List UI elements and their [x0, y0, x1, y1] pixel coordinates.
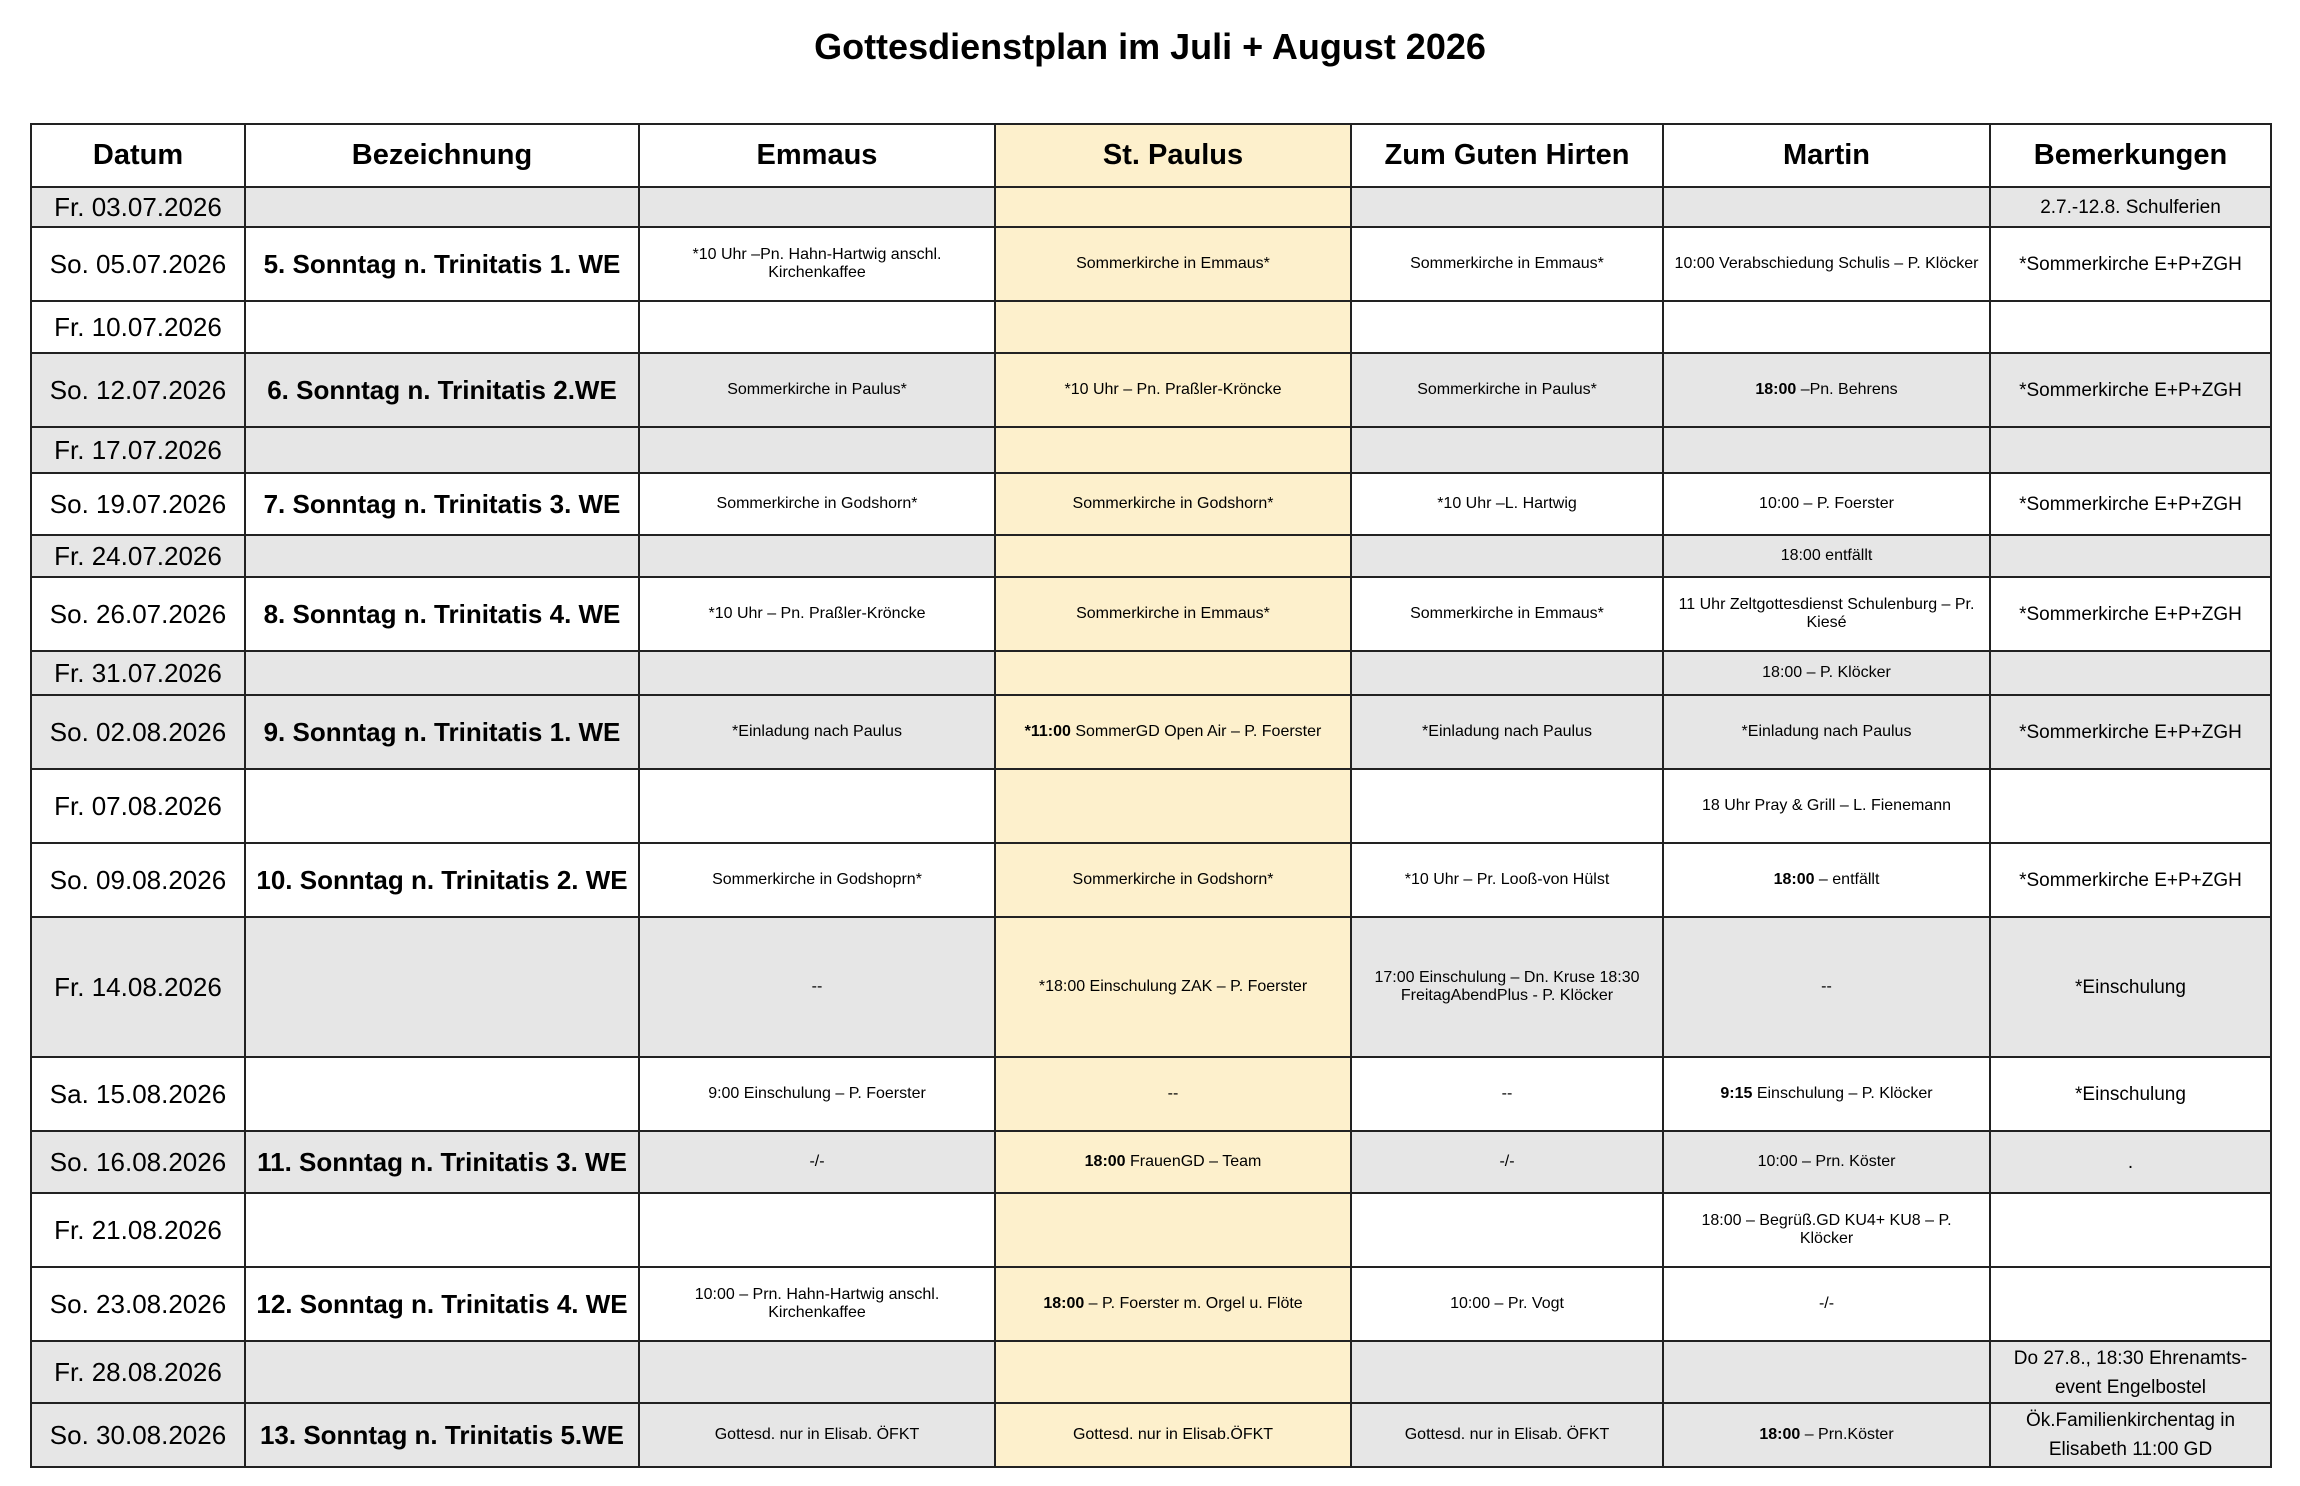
cell-martin [1663, 577, 1990, 651]
cell-zum-guten-hirten [1351, 917, 1663, 1057]
cell-bezeichnung [245, 917, 639, 1057]
cell-date [31, 353, 245, 427]
cell-zum-guten-hirten [1351, 695, 1663, 769]
cell-text: Fr. 21.08.2026 [54, 1214, 222, 1245]
cell-emmaus [639, 769, 995, 843]
cell-bezeichnung [245, 1403, 639, 1467]
cell-bemerkungen [1990, 473, 2271, 535]
cell-emmaus [639, 577, 995, 651]
cell-emmaus [639, 1267, 995, 1341]
cell-date [31, 301, 245, 353]
cell-text: -/- [809, 1153, 825, 1170]
cell-text: 18:00 – Begrüß.GD KU4+ KU8 – P. Klöcker [1701, 1212, 1952, 1247]
cell-text: Sommerkirche in Emmaus* [1076, 605, 1270, 622]
table-row [31, 843, 2271, 917]
cell-text: So. 02.08.2026 [49, 716, 227, 747]
cell-text: Sommerkirche in Paulus* [1417, 381, 1597, 398]
cell-text: *Sommerkirche E+P+ZGH [2019, 493, 2242, 515]
cell-st-paulus [995, 427, 1351, 473]
cell-emmaus [639, 1193, 995, 1267]
cell-text: -- [811, 978, 823, 995]
cell-text: 11 Uhr Zeltgottesdienst Schulenburg – Pr. Kiesé [1678, 596, 1975, 631]
cell-date [31, 695, 245, 769]
cell-emmaus [639, 1057, 995, 1131]
cell-text: *Einschulung [2075, 976, 2186, 998]
header-martin: Martin [1663, 124, 1990, 187]
cell-zum-guten-hirten [1351, 843, 1663, 917]
table-row [31, 1267, 2271, 1341]
cell-bezeichnung [245, 651, 639, 695]
cell-text: -- [1167, 1085, 1179, 1102]
cell-text: So. 09.08.2026 [49, 864, 227, 895]
table-row [31, 577, 2271, 651]
cell-bemerkungen [1990, 1193, 2271, 1267]
table-row [31, 1341, 2271, 1403]
cell-text: *Einladung nach Paulus [732, 723, 902, 740]
cell-martin [1663, 473, 1990, 535]
cell-martin [1663, 1057, 1990, 1131]
cell-bemerkungen [1990, 535, 2271, 577]
cell-text: Sommerkirche in Emmaus* [1410, 255, 1604, 272]
cell-text: 2.7.-12.8. Schulferien [2040, 196, 2221, 218]
table-row [31, 695, 2271, 769]
cell-text: So. 16.08.2026 [49, 1146, 227, 1177]
cell-text: *18:00 Einschulung ZAK – P. Foerster [1038, 978, 1308, 995]
cell-zum-guten-hirten [1351, 1341, 1663, 1403]
cell-text: – P. Foerster m. Orgel u. Flöte [1084, 1295, 1303, 1312]
bold-time: 9:15 [1720, 1085, 1753, 1102]
cell-st-paulus [995, 1267, 1351, 1341]
cell-date [31, 769, 245, 843]
cell-bezeichnung [245, 843, 639, 917]
table-row [31, 301, 2271, 353]
cell-st-paulus [995, 1193, 1351, 1267]
cell-bezeichnung [245, 577, 639, 651]
cell-text: So. 12.07.2026 [49, 374, 227, 405]
table-row [31, 473, 2271, 535]
cell-text: 10:00 Verabschiedung Schulis – P. Klöcker [1674, 255, 1979, 272]
cell-st-paulus [995, 769, 1351, 843]
cell-text: Gottesd. nur in Elisab. ÖFKT [1404, 1426, 1610, 1443]
cell-bemerkungen [1990, 1057, 2271, 1131]
cell-martin [1663, 1131, 1990, 1193]
cell-martin [1663, 1193, 1990, 1267]
cell-text: 9. Sonntag n. Trinitatis 1. WE [263, 716, 621, 747]
cell-text: So. 05.07.2026 [49, 248, 227, 279]
cell-zum-guten-hirten [1351, 1267, 1663, 1341]
cell-date [31, 427, 245, 473]
cell-text: FrauenGD – Team [1125, 1153, 1262, 1170]
table-row [31, 1057, 2271, 1131]
cell-zum-guten-hirten [1351, 1057, 1663, 1131]
cell-text: *10 Uhr – Pn. Praßler-Kröncke [1064, 381, 1282, 398]
cell-emmaus [639, 535, 995, 577]
table-row [31, 769, 2271, 843]
cell-zum-guten-hirten [1351, 227, 1663, 301]
cell-st-paulus [995, 353, 1351, 427]
cell-text: Fr. 07.08.2026 [54, 790, 222, 821]
cell-zum-guten-hirten [1351, 353, 1663, 427]
header-st-paulus: St. Paulus [995, 124, 1351, 187]
cell-text: *Sommerkirche E+P+ZGH [2019, 379, 2242, 401]
cell-st-paulus [995, 1341, 1351, 1403]
cell-date [31, 473, 245, 535]
cell-st-paulus [995, 1131, 1351, 1193]
cell-emmaus [639, 427, 995, 473]
cell-text: 10:00 – Prn. Hahn-Hartwig anschl. Kirchenkaffee [694, 1286, 940, 1321]
cell-martin [1663, 227, 1990, 301]
cell-text: Sommerkirche in Godshorn* [1072, 871, 1274, 888]
table-header-row [31, 124, 2271, 187]
cell-st-paulus [995, 577, 1351, 651]
cell-text: 18:00 – P. Klöcker [1762, 664, 1891, 681]
cell-text: Gottesd. nur in Elisab.ÖFKT [1072, 1426, 1274, 1443]
cell-bemerkungen [1990, 843, 2271, 917]
cell-text: Gottesd. nur in Elisab. ÖFKT [714, 1426, 920, 1443]
bold-time: *11:00 [1024, 723, 1071, 740]
cell-zum-guten-hirten [1351, 301, 1663, 353]
cell-text: 10:00 – Pr. Vogt [1450, 1295, 1564, 1312]
table-row [31, 187, 2271, 227]
cell-bemerkungen [1990, 577, 2271, 651]
cell-bezeichnung [245, 695, 639, 769]
cell-bemerkungen [1990, 769, 2271, 843]
cell-text: -- [1501, 1085, 1513, 1102]
cell-text: Sommerkirche in Emmaus* [1076, 255, 1270, 272]
cell-bemerkungen [1990, 227, 2271, 301]
cell-emmaus [639, 695, 995, 769]
cell-zum-guten-hirten [1351, 1131, 1663, 1193]
table-row [31, 917, 2271, 1057]
cell-bemerkungen [1990, 301, 2271, 353]
cell-text: 13. Sonntag n. Trinitatis 5.WE [259, 1419, 625, 1450]
cell-date [31, 1403, 245, 1467]
cell-bezeichnung [245, 353, 639, 427]
cell-st-paulus [995, 917, 1351, 1057]
cell-emmaus [639, 301, 995, 353]
page-title: Gottesdienstplan im Juli + August 2026 [814, 26, 1486, 67]
cell-text: So. 26.07.2026 [49, 598, 227, 629]
cell-martin [1663, 651, 1990, 695]
cell-zum-guten-hirten [1351, 577, 1663, 651]
cell-text: *Einladung nach Paulus [1422, 723, 1592, 740]
cell-martin [1663, 427, 1990, 473]
cell-emmaus [639, 187, 995, 227]
cell-emmaus [639, 1341, 995, 1403]
cell-bemerkungen [1990, 1341, 2271, 1403]
cell-text: Fr. 03.07.2026 [54, 191, 222, 222]
cell-date [31, 1131, 245, 1193]
table-row [31, 1403, 2271, 1467]
cell-bezeichnung [245, 1131, 639, 1193]
cell-date [31, 187, 245, 227]
cell-text: 9:00 Einschulung – P. Foerster [708, 1085, 926, 1102]
cell-martin [1663, 353, 1990, 427]
cell-text: So. 23.08.2026 [49, 1288, 227, 1319]
cell-text: Ök.Familienkirchentag in Elisabeth 11:00 GD [2025, 1410, 2236, 1460]
cell-bemerkungen [1990, 1267, 2271, 1341]
cell-bemerkungen [1990, 427, 2271, 473]
cell-bemerkungen [1990, 353, 2271, 427]
cell-st-paulus [995, 227, 1351, 301]
cell-bezeichnung [245, 535, 639, 577]
cell-text: *Sommerkirche E+P+ZGH [2019, 603, 2242, 625]
table-row [31, 1131, 2271, 1193]
cell-emmaus [639, 227, 995, 301]
bold-time: 18:00 [1773, 871, 1815, 888]
cell-text: Fr. 14.08.2026 [54, 971, 222, 1002]
cell-emmaus [639, 1403, 995, 1467]
cell-text: –Pn. Behrens [1796, 381, 1898, 398]
cell-text: *10 Uhr –Pn. Hahn-Hartwig anschl. Kirchenkaffee [692, 246, 942, 281]
cell-martin [1663, 1403, 1990, 1467]
cell-zum-guten-hirten [1351, 427, 1663, 473]
cell-bemerkungen [1990, 695, 2271, 769]
cell-date [31, 535, 245, 577]
cell-text: Fr. 31.07.2026 [54, 657, 222, 688]
cell-bemerkungen [1990, 917, 2271, 1057]
cell-martin [1663, 917, 1990, 1057]
cell-text: Sommerkirche in Godshorn* [1072, 495, 1274, 512]
cell-text: 8. Sonntag n. Trinitatis 4. WE [263, 598, 621, 629]
table-row [31, 353, 2271, 427]
table-row [31, 535, 2271, 577]
cell-text: Einschulung – P. Klöcker [1752, 1085, 1933, 1102]
cell-text: . [2127, 1151, 2134, 1173]
cell-zum-guten-hirten [1351, 769, 1663, 843]
cell-emmaus [639, 473, 995, 535]
cell-zum-guten-hirten [1351, 535, 1663, 577]
cell-martin [1663, 301, 1990, 353]
cell-zum-guten-hirten [1351, 473, 1663, 535]
cell-bezeichnung [245, 1193, 639, 1267]
table-row [31, 227, 2271, 301]
cell-text: -- [1821, 978, 1832, 995]
cell-text: Fr. 24.07.2026 [54, 540, 222, 571]
bold-time: 18:00 [1043, 1295, 1085, 1312]
cell-text: Do 27.8., 18:30 Ehrenamts-event Engelbostel [2013, 1348, 2248, 1398]
cell-bezeichnung [245, 1267, 639, 1341]
cell-text: *Sommerkirche E+P+ZGH [2019, 253, 2242, 275]
cell-text: 12. Sonntag n. Trinitatis 4. WE [256, 1288, 628, 1319]
cell-text: Sommerkirche in Godshoprn* [712, 871, 922, 888]
cell-text: *Sommerkirche E+P+ZGH [2019, 721, 2242, 743]
cell-bezeichnung [245, 187, 639, 227]
bold-time: 18:00 [1084, 1153, 1126, 1170]
cell-emmaus [639, 1131, 995, 1193]
cell-text: SommerGD Open Air – P. Foerster [1070, 723, 1322, 740]
cell-bezeichnung [245, 301, 639, 353]
cell-martin [1663, 535, 1990, 577]
cell-st-paulus [995, 187, 1351, 227]
table-row [31, 651, 2271, 695]
cell-st-paulus [995, 651, 1351, 695]
cell-text: So. 30.08.2026 [49, 1419, 227, 1450]
cell-text: 18 Uhr Pray & Grill – L. Fienemann [1702, 797, 1951, 814]
cell-st-paulus [995, 695, 1351, 769]
bold-time: 18:00 [1755, 381, 1797, 398]
cell-text: Sommerkirche in Emmaus* [1410, 605, 1604, 622]
cell-bezeichnung [245, 473, 639, 535]
cell-date [31, 843, 245, 917]
cell-text: *10 Uhr – Pn. Praßler-Kröncke [708, 605, 926, 622]
cell-text: Fr. 10.07.2026 [54, 311, 222, 342]
cell-emmaus [639, 843, 995, 917]
cell-text: *Einladung nach Paulus [1741, 723, 1912, 740]
cell-text: Sa. 15.08.2026 [49, 1078, 227, 1109]
cell-bezeichnung [245, 1341, 639, 1403]
table-row [31, 427, 2271, 473]
cell-text: *Sommerkirche E+P+ZGH [2019, 869, 2242, 891]
cell-st-paulus [995, 843, 1351, 917]
cell-text: *Einschulung [2075, 1083, 2186, 1105]
header-zum-guten-hirten: Zum Guten Hirten [1351, 124, 1663, 187]
cell-st-paulus [995, 473, 1351, 535]
header-bemerkungen: Bemerkungen [1990, 124, 2271, 187]
cell-martin [1663, 1341, 1990, 1403]
cell-emmaus [639, 917, 995, 1057]
cell-date [31, 227, 245, 301]
cell-text: 10. Sonntag n. Trinitatis 2. WE [256, 864, 628, 895]
cell-date [31, 577, 245, 651]
cell-st-paulus [995, 1403, 1351, 1467]
cell-text: – Prn.Köster [1800, 1426, 1894, 1443]
cell-text: *10 Uhr –L. Hartwig [1437, 495, 1577, 512]
cell-date [31, 917, 245, 1057]
bold-time: 18:00 [1759, 1426, 1801, 1443]
service-schedule-table [30, 123, 2272, 1468]
cell-text: -/- [1499, 1153, 1515, 1170]
cell-date [31, 1057, 245, 1131]
cell-text: – entfällt [1814, 871, 1880, 888]
cell-bemerkungen [1990, 1131, 2271, 1193]
cell-st-paulus [995, 535, 1351, 577]
cell-bezeichnung [245, 427, 639, 473]
cell-martin [1663, 187, 1990, 227]
cell-text: 18:00 entfällt [1780, 547, 1873, 564]
cell-text: 17:00 Einschulung – Dn. Kruse 18:30 FreitagAbendPlus - P. Klöcker [1374, 969, 1640, 1004]
cell-zum-guten-hirten [1351, 651, 1663, 695]
cell-martin [1663, 1267, 1990, 1341]
header-datum: Datum [31, 124, 245, 187]
cell-text: Sommerkirche in Godshorn* [716, 495, 918, 512]
cell-text: Fr. 17.07.2026 [54, 434, 222, 465]
cell-date [31, 1267, 245, 1341]
cell-text: 11. Sonntag n. Trinitatis 3. WE [257, 1146, 627, 1177]
header-emmaus: Emmaus [639, 124, 995, 187]
cell-text: So. 19.07.2026 [49, 488, 227, 519]
cell-st-paulus [995, 1057, 1351, 1131]
header-bezeichnung: Bezeichnung [245, 124, 639, 187]
cell-bemerkungen [1990, 1403, 2271, 1467]
cell-bezeichnung [245, 1057, 639, 1131]
cell-bemerkungen [1990, 651, 2271, 695]
cell-text: -/- [1818, 1295, 1835, 1312]
cell-text: Fr. 28.08.2026 [54, 1356, 222, 1387]
cell-date [31, 651, 245, 695]
cell-zum-guten-hirten [1351, 1403, 1663, 1467]
cell-st-paulus [995, 301, 1351, 353]
cell-text: 10:00 – P. Foerster [1759, 495, 1894, 512]
cell-text: 10:00 – Prn. Köster [1757, 1153, 1896, 1170]
cell-martin [1663, 843, 1990, 917]
cell-bezeichnung [245, 769, 639, 843]
cell-text: 5. Sonntag n. Trinitatis 1. WE [263, 248, 621, 279]
cell-bemerkungen [1990, 187, 2271, 227]
cell-text: 6. Sonntag n. Trinitatis 2.WE [267, 374, 617, 405]
cell-text: *10 Uhr – Pr. Looß-von Hülst [1404, 871, 1610, 888]
cell-martin [1663, 695, 1990, 769]
cell-emmaus [639, 353, 995, 427]
cell-emmaus [639, 651, 995, 695]
table-row [31, 1193, 2271, 1267]
cell-text: 7. Sonntag n. Trinitatis 3. WE [263, 488, 621, 519]
cell-zum-guten-hirten [1351, 1193, 1663, 1267]
cell-text: Sommerkirche in Paulus* [727, 381, 907, 398]
cell-date [31, 1341, 245, 1403]
cell-bezeichnung [245, 227, 639, 301]
cell-date [31, 1193, 245, 1267]
cell-zum-guten-hirten [1351, 187, 1663, 227]
cell-martin [1663, 769, 1990, 843]
